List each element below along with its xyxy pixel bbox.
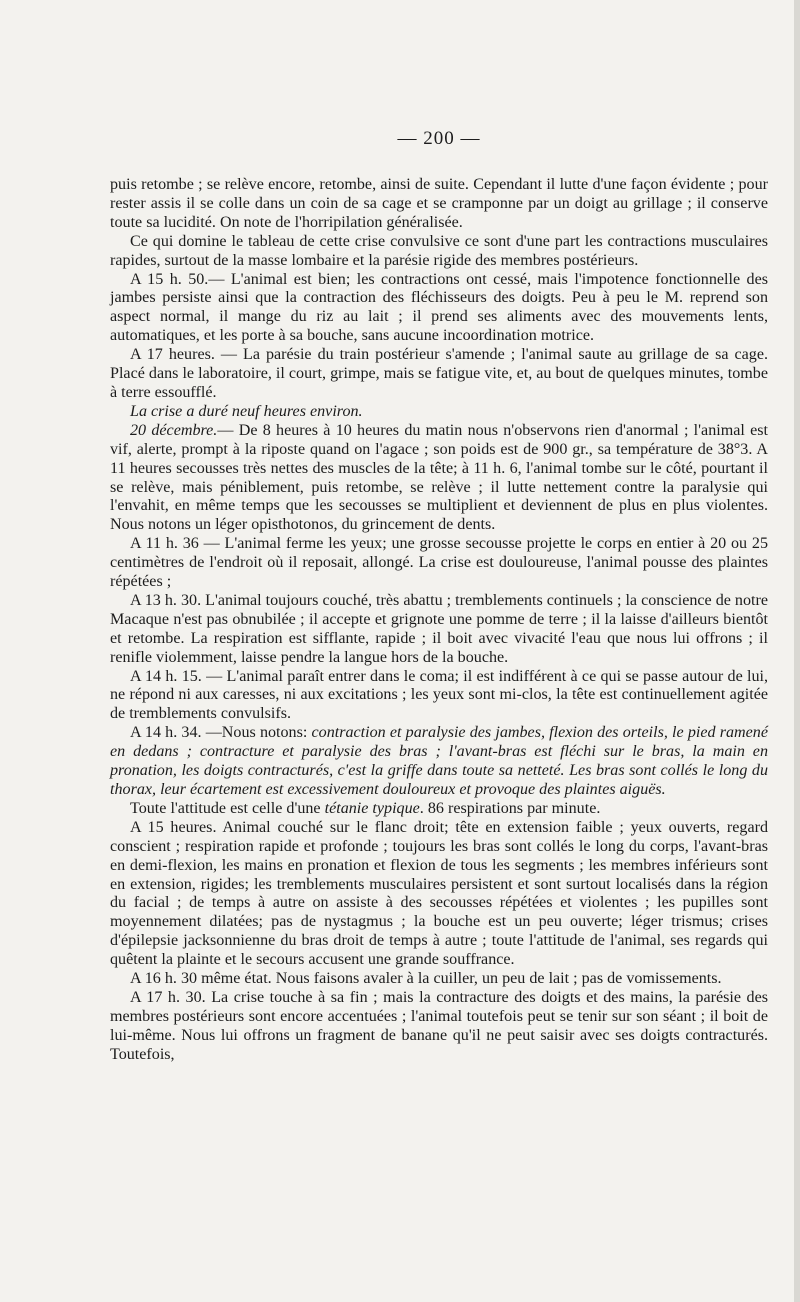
page-edge-shadow (794, 0, 800, 1302)
paragraph: puis retombe ; se relève encore, retombe, ainsi de suite. Cependant il lutte d'une façon évidente ; pour rester assis il se colle dans un coin de sa cage et se cramponne par un doigt au grillage ; il conserve toute sa lucidité. On note de l'horripilation généralisée. (110, 176, 768, 231)
paragraph-text: — De 8 heures à 10 heures du matin nous n'observons rien d'anormal ; l'animal est vif, alerte, prompt à la riposte quand on l'agace ; son poids est de 900 gr., sa température de 38°3. A 11 heures secousses très nettes des muscles de la tête; à 11 h. 6, l'animal tombe sur le côté, pourtant il se relève, mais péniblement, puis retombe, se relève ; il lutte nettement contre la paralysie qui l'envahit, en même temps que les secousses se multiplient et deviennent de plus en plus violentes. Nous notons un léger opisthotonos, du grincement de dents. (110, 421, 768, 534)
paragraph: A 15 h. 50.— L'animal est bien; les contractions ont cessé, mais l'impotence fonctionnelle des jambes persiste ainsi que la contraction des fléchisseurs des doigts. Peu à peu le M. reprend son aspect normal, il mange du riz au lait ; il prend ses aliments avec des mouvements lents, automatiques, et les porte à sa bouche, sans aucune incoordination motrice. (110, 270, 768, 345)
paragraph: A 16 h. 30 même état. Nous faisons avaler à la cuiller, un peu de lait ; pas de vomissements. (130, 970, 722, 988)
paragraph: A 17 h. 30. La crise touche à sa fin ; mais la contracture des doigts et des mains, la parésie des membres postérieurs sont encore accentuées ; l'animal toutefois peut se tenir sur son séant ; il boit de lui-même. Nous lui offrons un fragment de banane qu'il ne peut saisir avec ses doigts contracturés. Toutefois, (110, 988, 768, 1063)
paragraph (110, 800, 768, 819)
italic-note: La crise a duré neuf heures environ. (130, 402, 363, 420)
date-label: 20 décembre. (130, 421, 218, 439)
italic-text: contraction et paralysie des jambes, flexion des orteils, le pied ramené en dedans ; contracture et paralysie des bras ; l'avant-bras est fléchi sur le bras, la main en pronation, les doigts contracturés, c'est la griffe dans toute sa netteté. Les bras sont collés le long du thorax, leur écartement est excessivement douloureux et provoque des plaintes aiguës. (110, 724, 768, 798)
paragraph: A 15 heures. Animal couché sur le flanc droit; tête en extension faible ; yeux ouverts, regard conscient ; respiration rapide et profonde ; toujours les bras sont collés le long du corps, l'avant-bras en demi-flexion, les mains en pronation et flexion de tous les segments ; les membres inférieurs sont en extension, rigides; les tremblements musculaires persistent et sont surtout localisés dans la région du facial ; de temps à autre on assiste à des secousses répétées et violentes ; les pupilles sont moyennement dilatées; pas de nystagmus ; la bouche est un peu ouverte; léger trismus; crises d'épilepsie jacksonnienne du bras droit de temps à autre ; toute l'attitude de l'animal, ses regards qui quêtent la plainte et le secours accusent une grande souffrance. (110, 818, 768, 969)
body-text (110, 176, 768, 1065)
paragraph: A 14 h. 15. — L'animal paraît entrer dans le coma; il est indifférent à ce qui se passe autour de lui, ne répond ni aux caresses, ni aux excitations ; les yeux sont mi-clos, la tête est continuellement agitée de tremblements convulsifs. (110, 667, 768, 723)
italic-text: tétanie typique (324, 799, 420, 817)
page-number: — 200 — (397, 128, 481, 149)
paragraph: A 11 h. 36 — L'animal ferme les yeux; une grosse secousse projette le corps en entier à 20 ou 25 centimètres de l'endroit où il reposait, allongé. La crise est douloureuse, l'animal pousse des plaintes répétées ; (110, 535, 768, 591)
paragraph: A 17 heures. — La parésie du train postérieur s'amende ; l'animal saute au grillage de sa cage. Placé dans le laboratoire, il court, grimpe, mais se fatigue vite, et, au bout de quelques minutes, tombe à terre essoufflé. (110, 346, 768, 401)
paragraph-lead: Toute l'attitude est celle d'une (130, 799, 325, 817)
paragraph (110, 724, 768, 800)
paragraph (110, 422, 768, 535)
paragraph-italic (110, 403, 768, 422)
paragraph: Ce qui domine le tableau de cette crise convulsive ce sont d'une part les contractions musculaires rapides, surtout de la masse lombaire et la parésie rigide des membres postérieurs. (110, 232, 768, 269)
paragraph-lead: A 14 h. 34. —Nous notons: (130, 724, 312, 742)
paragraph: A 13 h. 30. L'animal toujours couché, très abattu ; tremblements continuels ; la conscience de notre Macaque n'est pas obnubilée ; il accepte et grignote une pomme de terre ; il la laisse d'ailleurs bientôt et retombe. La respiration est sifflante, rapide ; il boit avec vivacité l'eau que nous lui offrons ; il renifle violemment, laisse pendre la langue hors de la bouche. (110, 591, 768, 666)
paragraph-text: . 86 respirations par minute. (419, 799, 601, 817)
